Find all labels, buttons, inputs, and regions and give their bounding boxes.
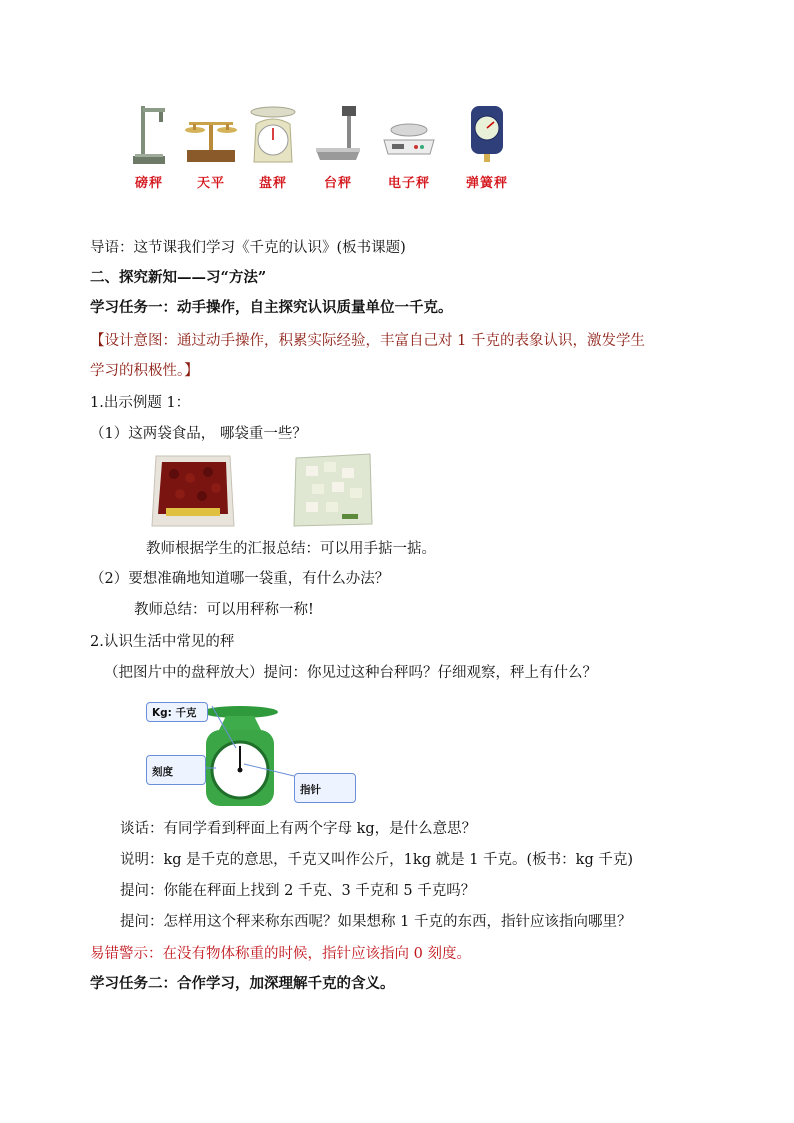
teacher-summary-line: 教师根据学生的汇报总结：可以用手掂一掂。 <box>146 541 436 557</box>
question-two-line: （2）要想准确地知道哪一袋重，有什么办法？ <box>90 571 390 587</box>
scale-label: 磅秤 <box>134 176 163 191</box>
teacher-conclusion-line: 教师总结：可以用秤称一称! <box>134 602 314 618</box>
scale-item-electronic <box>376 104 442 191</box>
scale-item-platform <box>118 104 180 191</box>
example-two-line: 2.认识生活中常见的秤 <box>90 634 235 650</box>
scale-item-spring <box>452 104 522 191</box>
section-heading: 二、探究新知——习“方法” <box>90 269 267 286</box>
design-intent-line-1: 【设计意图：通过动手操作，积累实际经验，丰富自己对 1 千克的表象认识，激发学生 <box>90 333 645 349</box>
design-intent-line-2: 学习的积极性。】 <box>90 363 199 379</box>
example-one-line: 1.出示例题 1： <box>90 395 191 411</box>
spring-scale-icon <box>467 104 507 166</box>
talk-line: 谈话：有同学看到秤面上有两个字母 kg，是什么意思？ <box>120 821 477 837</box>
balance-scale-icon <box>183 104 239 166</box>
task-two-heading: 学习任务二：合作学习，加深理解千克的含义。 <box>90 975 395 992</box>
observe-question-line: （把图片中的盘秤放大）提问：你见过这种台秤吗？仔细观察，秤上有什么？ <box>104 665 597 681</box>
white-food-bag-image <box>292 452 374 528</box>
scale-item-dial <box>246 104 300 191</box>
pointer-callout: 指针 <box>294 773 356 803</box>
scale-marks-callout: 刻度 <box>146 755 206 785</box>
scale-label: 弹簧秤 <box>465 176 508 191</box>
ask-line-3: 提问：怎样用这个秤来称东西呢？如果想称 1 千克的东西，指针应该指向哪里？ <box>120 914 632 930</box>
kg-callout: Kg: 千克 <box>146 702 208 722</box>
scale-label: 台秤 <box>323 176 352 191</box>
scale-item-bench <box>310 104 366 191</box>
scale-label: 电子秤 <box>387 176 430 191</box>
bench-scale-icon <box>312 104 364 166</box>
platform-scale-icon <box>129 104 169 166</box>
warning-line: 易错警示：在没有物体称重的时候，指针应该指向 0 刻度。 <box>90 946 471 962</box>
electronic-scale-icon <box>380 104 438 166</box>
scale-item-balance <box>178 104 244 191</box>
scale-types-row <box>118 104 538 200</box>
intro-line: 导语：这节课我们学习《千克的认识》(板书课题) <box>90 240 406 256</box>
ask-line-2: 提问：你能在秤面上找到 2 千克、3 千克和 5 千克吗？ <box>120 883 476 899</box>
dial-scale-icon <box>248 104 298 166</box>
red-dates-bag-image <box>150 452 236 530</box>
scale-label: 天平 <box>196 176 225 191</box>
explain-line: 说明：kg 是千克的意思，千克又叫作公斤，1kg 就是 1 千克。(板书：kg 千克) <box>120 852 634 868</box>
scale-label: 盘秤 <box>258 176 287 191</box>
task-one-heading: 学习任务一：动手操作，自主探究认识质量单位一千克。 <box>90 299 453 316</box>
question-one-line: （1）这两袋食品， 哪袋重一些？ <box>90 426 307 442</box>
